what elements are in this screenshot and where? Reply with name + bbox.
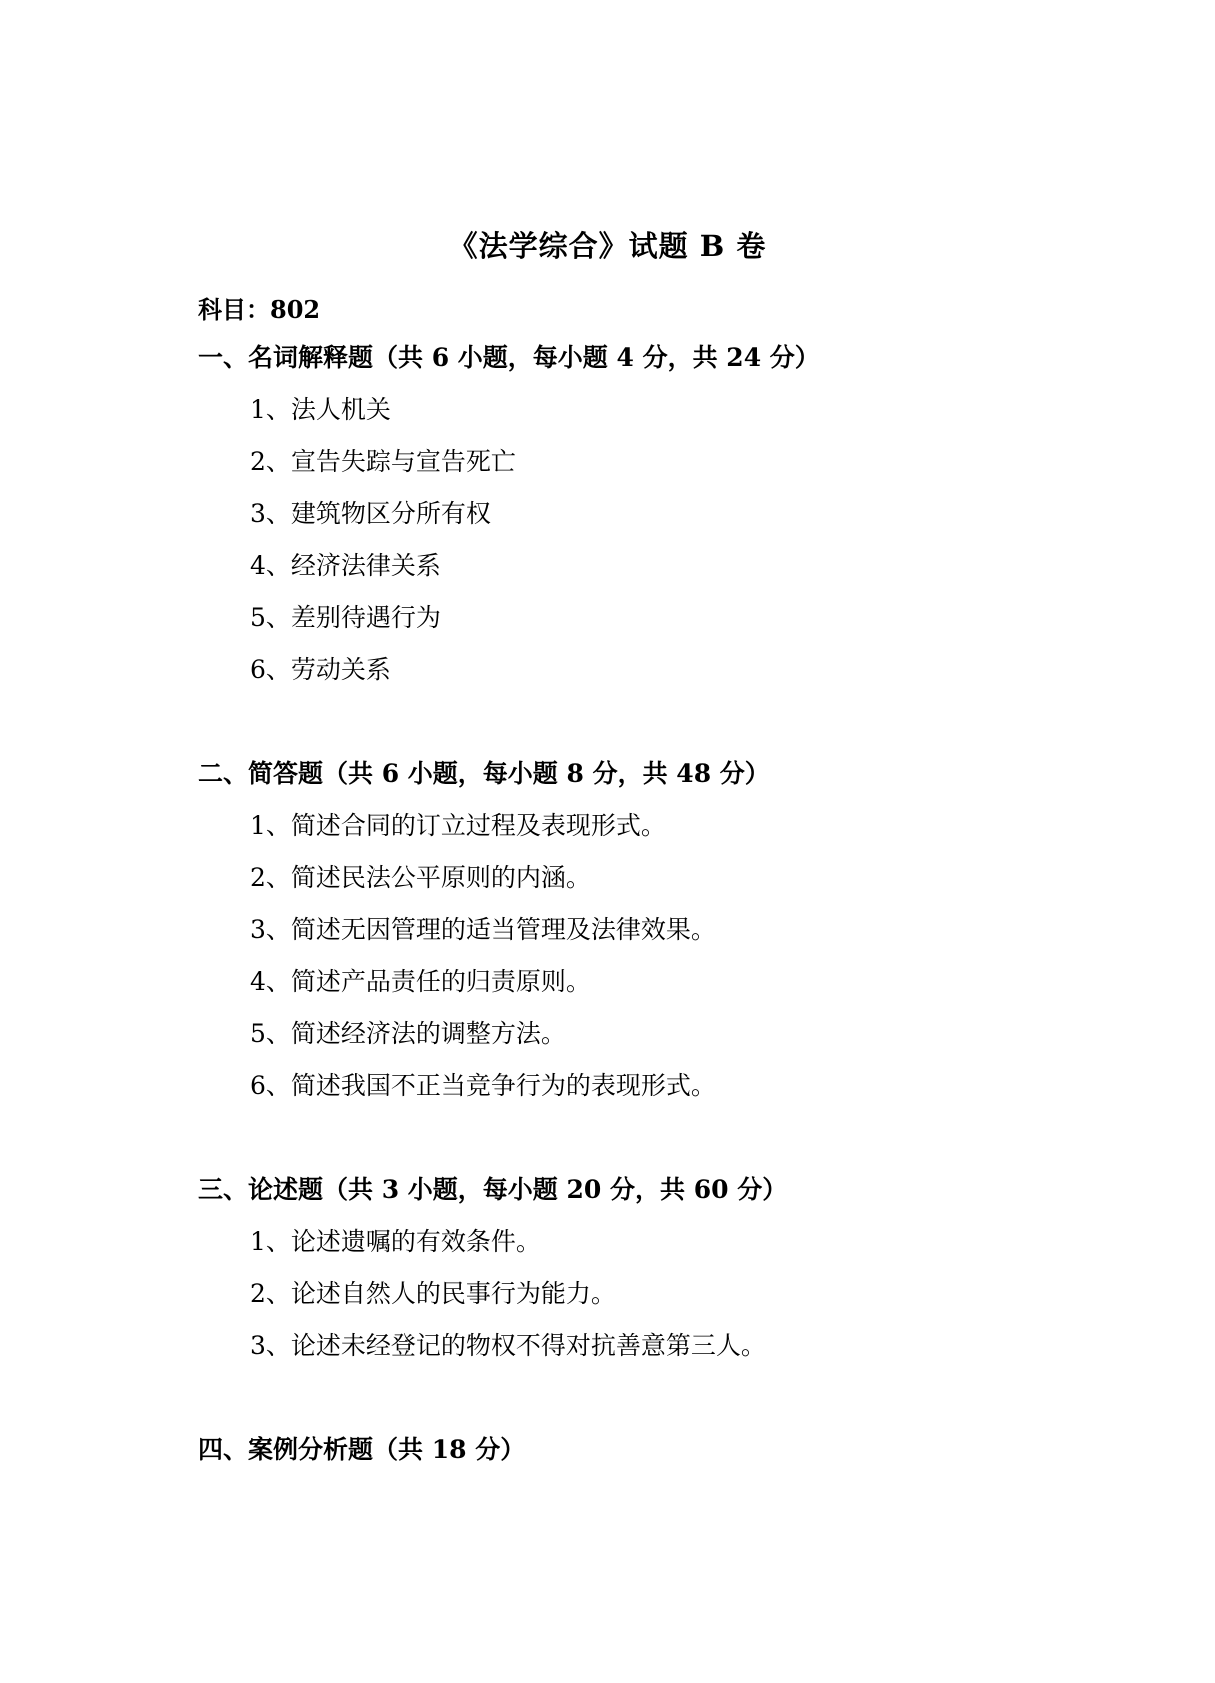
list-item: 4、简述产品责任的归责原则。 [250,967,591,996]
section-heading-1: 一、名词解释题（共 6 小题，每小题 4 分，共 24 分） [198,343,820,372]
list-item: 5、简述经济法的调整方法。 [250,1019,566,1048]
list-item: 5、差别待遇行为 [250,603,441,632]
list-item: 3、简述无因管理的适当管理及法律效果。 [250,915,716,944]
section-heading-3: 三、论述题（共 3 小题，每小题 20 分，共 60 分） [198,1175,788,1204]
subject-code: 科目：802 [198,295,321,324]
list-item: 6、劳动关系 [250,655,391,684]
list-item: 4、经济法律关系 [250,551,441,580]
list-item: 3、建筑物区分所有权 [250,499,491,528]
list-item: 1、论述遗嘱的有效条件。 [250,1227,541,1256]
list-item: 3、论述未经登记的物权不得对抗善意第三人。 [250,1331,766,1360]
section-heading-4: 四、案例分析题（共 18 分） [198,1435,526,1464]
exam-title: 《法学综合》试题 B 卷 [448,229,767,263]
list-item: 1、简述合同的订立过程及表现形式。 [250,811,666,840]
list-item: 2、宣告失踪与宣告死亡 [250,447,516,476]
list-item: 6、简述我国不正当竞争行为的表现形式。 [250,1071,716,1100]
section-heading-2: 二、简答题（共 6 小题，每小题 8 分，共 48 分） [198,759,770,788]
list-item: 2、简述民法公平原则的内涵。 [250,863,591,892]
list-item: 1、法人机关 [250,395,391,424]
list-item: 2、论述自然人的民事行为能力。 [250,1279,616,1308]
